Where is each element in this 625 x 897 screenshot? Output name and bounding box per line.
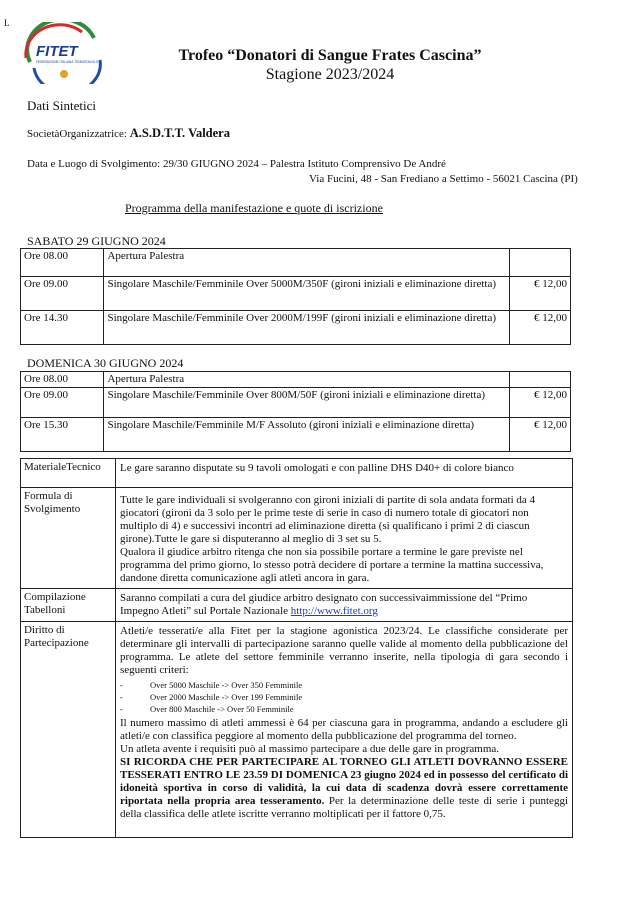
data-luogo-line2: Via Fucini, 48 - San Frediano a Settimo - 56021 Cascina (PI) — [309, 173, 578, 185]
table-row — [21, 589, 573, 622]
desc-cell: Singolare Maschile/Femminile M/F Assoluto (gironi iniziali e eliminazione diretta) — [104, 418, 509, 452]
table-row — [21, 249, 571, 277]
table-row — [21, 372, 571, 388]
formula-label: Formula di Svolgimento — [21, 488, 116, 589]
logo-subtitle: FEDERAZIONE ITALIANA TENNISTAVOLO — [36, 60, 99, 64]
criteri-list — [120, 679, 568, 715]
time-cell: Ore 15.30 — [21, 418, 104, 452]
time-cell: Ore 08.00 — [21, 372, 104, 388]
info-table — [20, 458, 573, 838]
formula-text — [116, 488, 573, 589]
price-cell — [509, 249, 570, 277]
compilazione-text — [116, 589, 573, 622]
domenica-heading: DOMENICA 30 GIUGNO 2024 — [27, 356, 184, 370]
list-item: - Over 800 Maschile -> Over 50 Femminile — [120, 703, 568, 715]
price-cell — [509, 372, 570, 388]
materiale-text: Le gare saranno disputate su 9 tavoli omologati e con palline DHS D40+ di colore bianco — [116, 459, 573, 488]
table-row — [21, 311, 571, 345]
table-row — [21, 622, 573, 838]
time-cell: Ore 09.00 — [21, 277, 104, 311]
table-row — [21, 459, 573, 488]
price-cell: € 12,00 — [509, 311, 570, 345]
list-item: - Over 2000 Maschile -> Over 199 Femminile — [120, 691, 568, 703]
time-cell: Ore 14.30 — [21, 311, 104, 345]
price-cell: € 12,00 — [509, 388, 570, 418]
compilazione-body: Saranno compilati a cura del giudice arbitro designato con successivaimmissione del “Primo Impegno Atleti” sul Portale Nazionale — [120, 592, 528, 617]
desc-cell: Apertura Palestra — [104, 372, 509, 388]
societa-value: A.S.D.T.T. Valdera — [129, 126, 230, 140]
diritto-p2: Il numero massimo di atleti ammessi è 64 per ciascuna gara in programma, andando a escludere gli atleti/e con classifica peggiore al momento della pubblicazione del programma del torneo. — [120, 717, 568, 742]
diritto-p4-rest: Per la determinazione delle teste di serie i punteggi della classifica delle atlete iscritte verranno moltiplicati per il fattore 0,75. — [120, 795, 569, 820]
table-row — [21, 388, 571, 418]
price-cell: € 12,00 — [509, 277, 570, 311]
desc-cell: Singolare Maschile/Femminile Over 5000M/350F (gironi iniziali e eliminazione diretta) — [104, 277, 509, 311]
time-cell: Ore 08.00 — [21, 249, 104, 277]
fitet-logo — [22, 22, 106, 84]
table-row — [21, 488, 573, 589]
season-label: Stagione 2023/2024 — [265, 66, 395, 83]
table-row — [21, 277, 571, 311]
document-title — [110, 46, 550, 84]
desc-cell: Singolare Maschile/Femminile Over 2000M/199F (gironi iniziali e eliminazione diretta) — [104, 311, 509, 345]
diritto-p4-bold: SI RICORDA CHE PER PARTECIPARE AL TORNEO GLI ATLETI DOVRANNO ESSERE TESSERATI ENTRO LE 23.59 DI DOMENICA 23 giugno 2024 ed in possesso del certificato di idoneità sportiva in corso di validità, la cui data di scadenza dovrà essere correttamente riportata nella propria area tesseramento. — [120, 756, 568, 807]
compilazione-label: Compilazione Tabelloni — [21, 589, 116, 622]
societa-organizzatrice — [27, 126, 230, 141]
desc-cell: Singolare Maschile/Femminile Over 800M/50F (gironi iniziali e eliminazione diretta) — [104, 388, 509, 418]
diritto-p4 — [120, 756, 568, 821]
materiale-label: MaterialeTecnico — [21, 459, 116, 488]
programma-title: Programma della manifestazione e quote di iscrizione — [125, 201, 383, 215]
dati-sintetici-heading: Dati Sintetici — [27, 98, 96, 113]
diritto-p1: Atleti/e tesserati/e alla Fitet per la stagione agonistica 2023/24. Le classifiche considerate per determinare gli intervalli di partecipazione saranno quelle valide al momento della pubblicazione del programma. Le atlete del settore femminile verranno inserite, nella tipologia di gara secondo i seguenti criteri: — [120, 625, 568, 676]
societa-label: SocietàOrganizzatrice: — [27, 128, 130, 140]
time-cell: Ore 09.00 — [21, 388, 104, 418]
formula-p2: Qualora il giudice arbitro ritenga che non sia possibile portare a termine le gare previste nel programma del primo giorno, lo stesso potrà decidere di portare a termine la mattina successiva, dandone diretta comunicazione agli atleti ancora in gara. — [120, 546, 544, 584]
list-item: - Over 5000 Maschile -> Over 350 Femminile — [120, 679, 568, 691]
fitet-link[interactable]: http://www.fitet.org — [290, 605, 378, 617]
desc-cell: Apertura Palestra — [104, 249, 509, 277]
domenica-table — [20, 371, 571, 452]
data-luogo-line1: Data e Luogo di Svolgimento: 29/30 GIUGNO 2024 – Palestra Istituto Comprensivo De André — [27, 158, 446, 170]
sabato-heading: SABATO 29 GIUGNO 2024 — [27, 234, 166, 248]
diritto-label: Diritto di Partecipazione — [21, 622, 116, 838]
formula-p1: Tutte le gare individuali si svolgeranno con gironi iniziali di partite di sola andata formati da 4 giocatori (gironi da 3 solo per le prime teste di serie in caso di numero totale di giocatori non multiplo di 4) e successivi incontri ad eliminazione diretta (si qualificano i primi 2 di ciascun girone).Tutte le gare si disputeranno al meglio di 3 set su 5. — [120, 494, 536, 545]
diritto-p3: Un atleta avente i requisiti può al massimo partecipare a due delle gare in programma. — [120, 743, 500, 755]
corner-mark: L — [4, 18, 10, 28]
logo-text: FITET — [36, 43, 78, 60]
price-cell: € 12,00 — [509, 418, 570, 452]
table-row — [21, 418, 571, 452]
diritto-text — [116, 622, 573, 838]
trophy-title: Trofeo “Donatori di Sangue Frates Cascina” — [178, 47, 482, 64]
sabato-table — [20, 248, 571, 345]
